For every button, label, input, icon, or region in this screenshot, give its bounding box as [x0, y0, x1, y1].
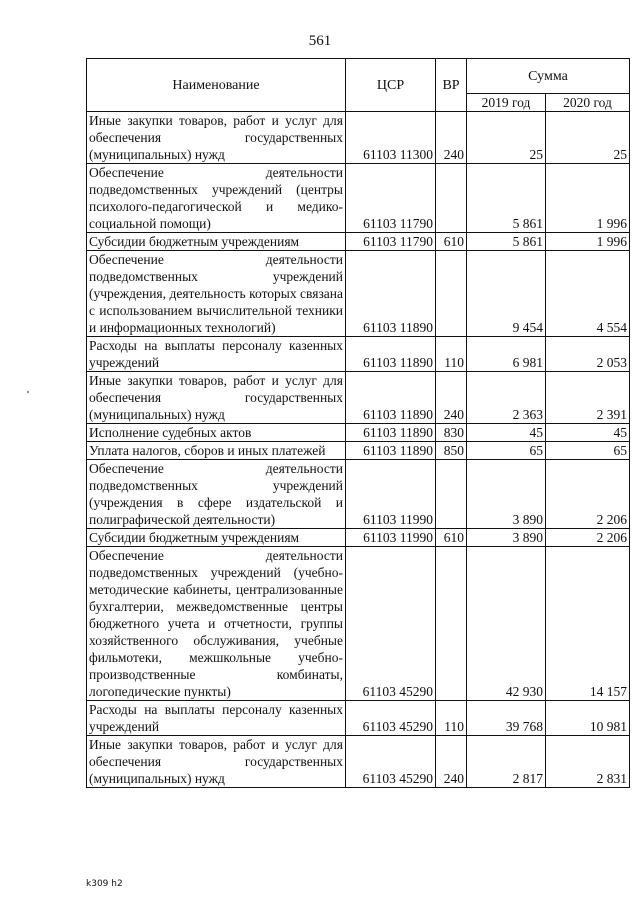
column-header-2019: 2019 год — [467, 94, 546, 112]
table-row — [87, 337, 630, 372]
row-name-cell: Исполнение судебных актов — [87, 424, 346, 442]
row-vr-cell: 610 — [436, 529, 467, 547]
footer-code: k309 h2 — [86, 879, 123, 889]
column-header-vr: ВР — [436, 59, 467, 112]
row-name-cell: Обеспечение деятельности подведомственных учреждений (центры психолого-педагогической и медико-социальной помощи) — [87, 164, 346, 233]
row-csr-cell: 61103 11790 — [346, 164, 436, 233]
row-2020-cell: 2 206 — [546, 460, 630, 529]
row-vr-cell: 610 — [436, 233, 467, 251]
row-2020-cell: 1 996 — [546, 164, 630, 233]
row-2020-cell: 4 554 — [546, 251, 630, 337]
row-2019-cell: 39 768 — [467, 701, 546, 736]
row-2019-cell: 6 981 — [467, 337, 546, 372]
row-2019-cell: 9 454 — [467, 251, 546, 337]
table-body — [87, 112, 630, 788]
row-csr-cell: 61103 11890 — [346, 337, 436, 372]
row-name-cell: Субсидии бюджетным учреждениям — [87, 233, 346, 251]
row-2020-cell: 1 996 — [546, 233, 630, 251]
row-name-cell: Расходы на выплаты персоналу казенных учреждений — [87, 701, 346, 736]
scan-speck — [27, 391, 29, 393]
row-csr-cell: 61103 45290 — [346, 736, 436, 788]
row-2020-cell: 2 053 — [546, 337, 630, 372]
table-row — [87, 736, 630, 788]
row-2019-cell: 25 — [467, 112, 546, 164]
row-2019-cell: 45 — [467, 424, 546, 442]
row-name-cell: Иные закупки товаров, работ и услуг для обеспечения государственных (муниципальных) нужд — [87, 736, 346, 788]
row-2020-cell: 45 — [546, 424, 630, 442]
row-csr-cell: 61103 11890 — [346, 424, 436, 442]
table-row — [87, 529, 630, 547]
table-row — [87, 701, 630, 736]
table-row — [87, 233, 630, 251]
row-2020-cell: 2 831 — [546, 736, 630, 788]
row-name-cell: Уплата налогов, сборов и иных платежей — [87, 442, 346, 460]
row-vr-cell: 240 — [436, 736, 467, 788]
row-2019-cell: 3 890 — [467, 460, 546, 529]
budget-table — [86, 58, 630, 788]
row-2020-cell: 2 391 — [546, 372, 630, 424]
row-name-cell: Иные закупки товаров, работ и услуг для обеспечения государственных (муниципальных) нужд — [87, 372, 346, 424]
table-row — [87, 460, 630, 529]
column-header-csr: ЦСР — [346, 59, 436, 112]
table-row — [87, 372, 630, 424]
row-csr-cell: 61103 11890 — [346, 442, 436, 460]
row-csr-cell: 61103 11990 — [346, 529, 436, 547]
table-row — [87, 424, 630, 442]
row-vr-cell: 240 — [436, 112, 467, 164]
row-csr-cell: 61103 45290 — [346, 547, 436, 701]
row-vr-cell: 110 — [436, 337, 467, 372]
row-name-cell: Обеспечение деятельности подведомственных учреждений (учебно-методические кабинеты, централизованные бухгалтерии, межведомственные центры бюджетного учета и отчетности, группы хозяйственного обслуживания, учебные фильмотеки, межшкольные учебно-производственные комбинаты, логопедические пункты) — [87, 547, 346, 701]
row-vr-cell — [436, 251, 467, 337]
table-row — [87, 164, 630, 233]
row-vr-cell — [436, 164, 467, 233]
table-row — [87, 547, 630, 701]
table-row — [87, 251, 630, 337]
row-csr-cell: 61103 11300 — [346, 112, 436, 164]
column-header-2020: 2020 год — [546, 94, 630, 112]
row-2019-cell: 42 930 — [467, 547, 546, 701]
row-vr-cell — [436, 547, 467, 701]
row-2019-cell: 3 890 — [467, 529, 546, 547]
row-2019-cell: 2 817 — [467, 736, 546, 788]
row-2019-cell: 5 861 — [467, 233, 546, 251]
row-vr-cell: 850 — [436, 442, 467, 460]
row-name-cell: Субсидии бюджетным учреждениям — [87, 529, 346, 547]
row-vr-cell — [436, 460, 467, 529]
column-header-name: Наименование — [87, 59, 346, 112]
row-csr-cell: 61103 11890 — [346, 372, 436, 424]
row-vr-cell: 830 — [436, 424, 467, 442]
row-name-cell: Обеспечение деятельности подведомственных учреждений (учреждения, деятельность которых связана с использованием вычислительной техники и информационных технологий) — [87, 251, 346, 337]
row-csr-cell: 61103 11890 — [346, 251, 436, 337]
row-2020-cell: 25 — [546, 112, 630, 164]
row-name-cell: Расходы на выплаты персоналу казенных учреждений — [87, 337, 346, 372]
row-name-cell: Иные закупки товаров, работ и услуг для обеспечения государственных (муниципальных) нужд — [87, 112, 346, 164]
row-vr-cell: 110 — [436, 701, 467, 736]
row-2019-cell: 65 — [467, 442, 546, 460]
row-2020-cell: 10 981 — [546, 701, 630, 736]
table-row — [87, 112, 630, 164]
row-name-cell: Обеспечение деятельности подведомственных учреждений (учреждения в сфере издательской и полиграфической деятельности) — [87, 460, 346, 529]
row-csr-cell: 61103 11990 — [346, 460, 436, 529]
table-header — [87, 59, 630, 112]
table-row — [87, 442, 630, 460]
row-2020-cell: 2 206 — [546, 529, 630, 547]
row-csr-cell: 61103 45290 — [346, 701, 436, 736]
page-number: 561 — [308, 33, 332, 49]
row-2019-cell: 5 861 — [467, 164, 546, 233]
row-csr-cell: 61103 11790 — [346, 233, 436, 251]
column-header-sum: Сумма — [467, 59, 630, 94]
row-2019-cell: 2 363 — [467, 372, 546, 424]
row-vr-cell: 240 — [436, 372, 467, 424]
row-2020-cell: 65 — [546, 442, 630, 460]
row-2020-cell: 14 157 — [546, 547, 630, 701]
